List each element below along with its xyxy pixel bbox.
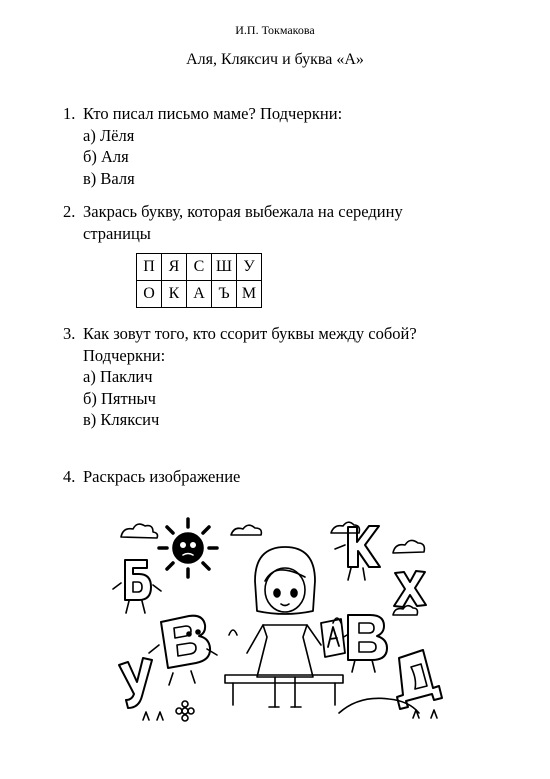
letter-grid <box>136 253 262 308</box>
letter-cell[interactable]: У <box>237 254 262 281</box>
letter-cell[interactable]: К <box>162 281 187 308</box>
letter-character-icon <box>149 616 217 685</box>
question-4 <box>63 466 240 488</box>
letter-grid-row <box>137 281 262 308</box>
letter-cell[interactable]: О <box>137 281 162 308</box>
letter-character-icon <box>335 526 380 580</box>
letter-card-icon <box>321 619 345 657</box>
letter-character-icon <box>397 650 442 709</box>
cloud-icon <box>121 524 158 538</box>
question-text: Кто писал письмо маме? Подчеркни: <box>83 104 343 123</box>
letter-cell[interactable]: Ш <box>212 254 237 281</box>
answer-option-a[interactable]: а) Паклич <box>83 367 153 386</box>
letter-cell[interactable]: Я <box>162 254 187 281</box>
letter-cell[interactable]: С <box>187 254 212 281</box>
question-number: 1. <box>63 104 76 123</box>
letter-cell[interactable]: А <box>187 281 212 308</box>
question-text-continued: Подчеркни: <box>83 345 166 365</box>
question-text: Как зовут того, кто ссорит буквы между собой? <box>83 324 417 343</box>
question-text-continued: страницы <box>83 223 151 243</box>
question-number: 2. <box>63 202 76 221</box>
answer-option-c[interactable]: в) Кляксич <box>83 410 160 429</box>
question-3 <box>63 323 417 431</box>
answer-option-c[interactable]: в) Валя <box>83 168 135 188</box>
question-1 <box>63 103 342 189</box>
letter-character-icon <box>113 560 161 613</box>
letter-cell[interactable]: П <box>137 254 162 281</box>
author-name: И.П. Токмакова <box>235 23 315 37</box>
answer-option-b[interactable]: б) Аля <box>83 147 129 166</box>
answer-option-a[interactable]: а) Лёля <box>83 125 135 145</box>
cloud-icon <box>393 540 424 553</box>
flower-icon <box>176 701 194 721</box>
letter-grid-row <box>137 254 262 281</box>
question-2 <box>63 201 403 244</box>
question-number: 3. <box>63 324 76 343</box>
question-text: Раскрась изображение <box>83 467 241 486</box>
question-number: 4. <box>63 467 76 486</box>
letter-character-icon <box>394 571 426 607</box>
coloring-picture[interactable] <box>103 515 448 725</box>
answer-option-b[interactable]: б) Пятныч <box>83 388 156 408</box>
cloud-icon <box>231 525 261 535</box>
blot-character-icon <box>159 519 217 577</box>
question-text: Закрась букву, которая выбежала на середину <box>83 202 403 221</box>
bench-icon <box>225 675 343 705</box>
letter-cell[interactable]: М <box>237 281 262 308</box>
letter-character-icon <box>119 658 152 708</box>
letter-cell[interactable]: Ъ <box>212 281 237 308</box>
page-title: Аля, Кляксич и буква «А» <box>186 51 364 68</box>
